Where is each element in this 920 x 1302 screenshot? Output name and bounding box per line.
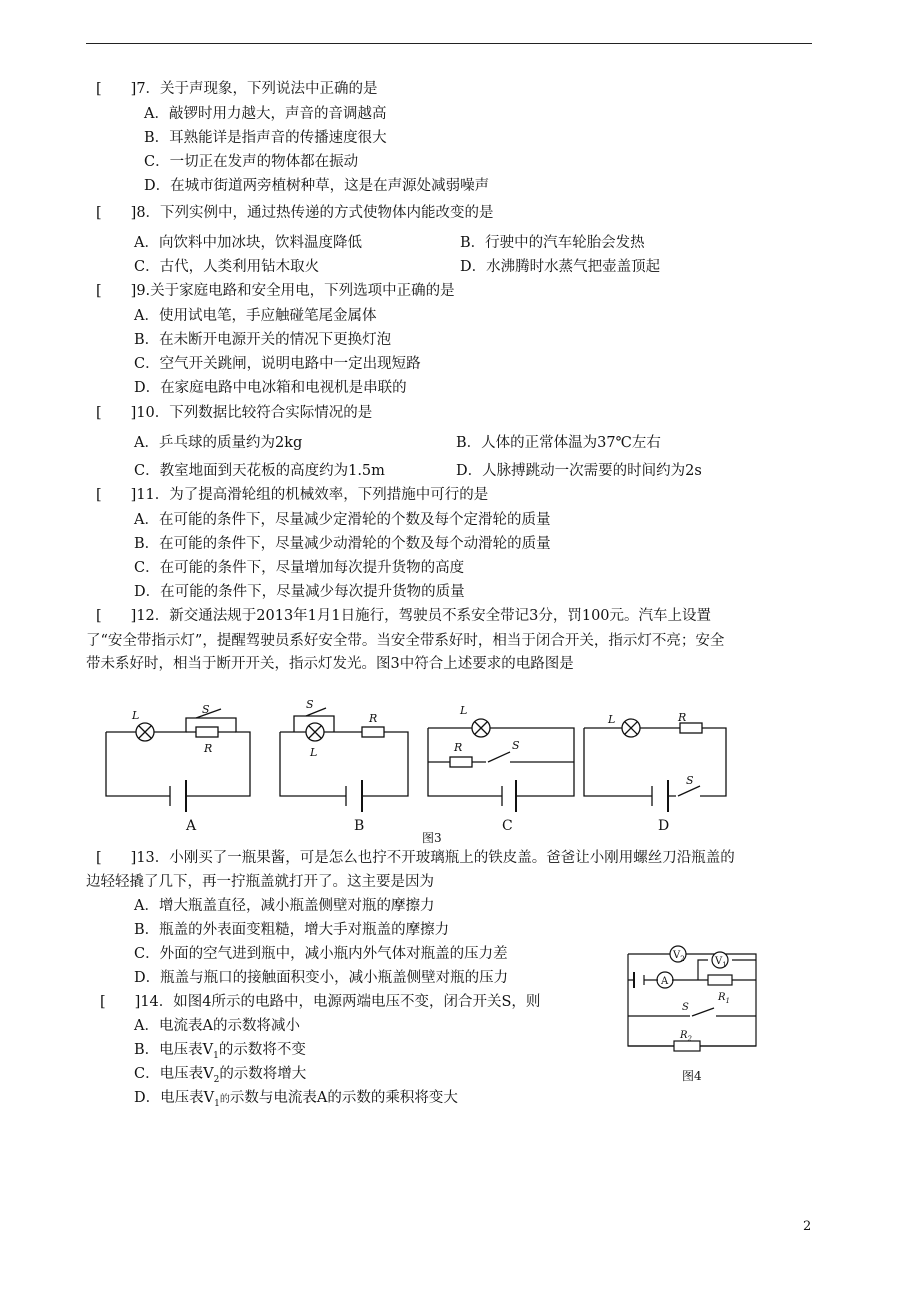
q11-option-d: D．在可能的条件下，尽量减少每次提升货物的质量 <box>134 584 465 600</box>
q8-option-d: D．水沸腾时水蒸气把壶盖顶起 <box>460 259 661 275</box>
q9-option-c: C．空气开关跳闸，说明电路中一定出现短路 <box>134 356 421 372</box>
fig3-option-c-label: C <box>502 818 513 834</box>
circuit-a <box>106 709 250 812</box>
page-number: 2 <box>803 1219 812 1234</box>
fig3-a-resistor-label: R <box>204 742 213 755</box>
fig3-caption: 图3 <box>422 831 442 844</box>
fig3-d-switch-label: S <box>686 774 694 787</box>
q13-stem-line2: 边轻轻撬了几下，再一拧瓶盖就打开了。这主要是因为 <box>86 874 434 890</box>
fig3-d-lamp-label: L <box>608 713 616 726</box>
q11-option-b: B．在可能的条件下，尽量减少动滑轮的个数及每个动滑轮的质量 <box>134 536 551 552</box>
q14-stem: [ ]14．如图4所示的电路中，电源两端电压不变，闭合开关S，则 <box>100 994 541 1010</box>
fig4-switch-label: S <box>682 1002 689 1013</box>
fig3-a-lamp-label: L <box>132 709 140 722</box>
fig3-option-b-label: B <box>354 818 365 834</box>
circuit-b <box>280 708 408 812</box>
q14-option-b: B．电压表$V_1$的示数将不变 <box>134 1042 306 1061</box>
circuit-d <box>584 719 726 812</box>
circuit-c <box>428 719 574 812</box>
q7-stem: [ ]7．关于声现象，下列说法中正确的是 <box>96 81 378 97</box>
q8-option-c: C．古代，人类利用钻木取火 <box>134 259 320 275</box>
q11-stem: [ ]11．为了提高滑轮组的机械效率，下列措施中可行的是 <box>96 487 489 503</box>
q7-option-d: D．在城市街道两旁植树种草，这是在声源处减弱噪声 <box>144 178 490 194</box>
fig4-r1-label: $R_1$ <box>718 992 730 1005</box>
fig4-v2-meter-label: $V_2$ <box>673 950 685 963</box>
q9-option-d: D．在家庭电路中电冰箱和电视机是串联的 <box>134 380 407 396</box>
q10-option-c: C．教室地面到天花板的高度约为1.5m <box>134 463 385 479</box>
figure-4-circuit <box>620 938 770 1088</box>
fig3-b-resistor-label: R <box>369 712 378 725</box>
q13-option-d: D．瓶盖与瓶口的接触面积变小，减小瓶盖侧壁对瓶的压力 <box>134 970 509 986</box>
q13-option-c: C．外面的空气进到瓶中，减小瓶内外气体对瓶盖的压力差 <box>134 946 508 962</box>
q7-option-b: B．耳熟能详是指声音的传播速度很大 <box>144 130 387 146</box>
q8-stem: [ ]8．下列实例中，通过热传递的方式使物体内能改变的是 <box>96 205 494 221</box>
q11-option-a: A．在可能的条件下，尽量减少定滑轮的个数及每个定滑轮的质量 <box>134 512 551 528</box>
q7-option-c: C．一切正在发声的物体都在振动 <box>144 154 359 170</box>
q8-option-a: A．向饮料中加冰块，饮料温度降低 <box>134 235 362 251</box>
q9-stem: [ ]9.关于家庭电路和安全用电，下列选项中正确的是 <box>96 283 455 299</box>
q10-option-a: A．乒乓球的质量约为2kg <box>134 435 303 451</box>
q14-option-a: A．电流表A的示数将减小 <box>134 1018 300 1034</box>
q12-stem-line3: 带未系好时，相当于断开开关，指示灯发光。图3中符合上述要求的电路图是 <box>86 656 574 672</box>
header-rule <box>86 43 812 44</box>
fig3-c-resistor-label: R <box>454 741 463 754</box>
q12-stem-line2: 了“安全带指示灯”，提醒驾驶员系好安全带。当安全带系好时，相当于闭合开关，指示灯不亮；安全 <box>86 633 725 649</box>
q10-option-b: B．人体的正常体温为37℃左右 <box>456 435 661 451</box>
q13-stem-line1: [ ]13．小刚买了一瓶果酱，可是怎么也拧不开玻璃瓶上的铁皮盖。爸爸让小刚用螺丝刀沿瓶盖的 <box>96 850 735 866</box>
fig3-option-d-label: D <box>658 818 670 834</box>
q11-option-c: C．在可能的条件下，尽量增加每次提升货物的高度 <box>134 560 465 576</box>
q8-option-b: B．行驶中的汽车轮胎会发热 <box>460 235 645 251</box>
fig3-c-lamp-label: L <box>460 704 468 717</box>
q13-option-a: A．增大瓶盖直径，减小瓶盖侧壁对瓶的摩擦力 <box>134 898 435 914</box>
q13-option-b: B．瓶盖的外表面变粗糙，增大手对瓶盖的摩擦力 <box>134 922 450 938</box>
fig4-r2-label: $R_2$ <box>680 1030 692 1043</box>
q12-stem-line1: [ ]12．新交通法规于2013年1月1日施行，驾驶员不系安全带记3分，罚100元。汽车上设置 <box>96 608 712 624</box>
fig3-d-resistor-label: R <box>678 711 687 724</box>
fig3-b-lamp-label: L <box>310 746 318 759</box>
q10-stem: [ ]10．下列数据比较符合实际情况的是 <box>96 405 373 421</box>
q14-option-d: D．电压表$V_1$的示数与电流表A的示数的乘积将变大 <box>134 1090 458 1109</box>
fig3-c-switch-label: S <box>512 739 520 752</box>
fig3-option-a-label: A <box>186 818 197 834</box>
q9-option-a: A．使用试电笔，手应触碰笔尾金属体 <box>134 308 377 324</box>
q10-option-d: D．人脉搏跳动一次需要的时间约为2s <box>456 463 702 479</box>
fig3-a-switch-label: S <box>202 703 210 716</box>
fig3-b-switch-label: S <box>306 698 314 711</box>
fig4-ammeter-label: A <box>661 976 669 987</box>
fig4-caption: 图4 <box>682 1069 702 1083</box>
q9-option-b: B．在未断开电源开关的情况下更换灯泡 <box>134 332 392 348</box>
q14-option-c: C．电压表$V_2$的示数将增大 <box>134 1066 307 1085</box>
figure-3-circuits <box>96 694 736 844</box>
q7-option-a: A．敲锣时用力越大，声音的音调越高 <box>144 106 387 122</box>
fig4-v1-meter-label: $V_1$ <box>715 956 727 969</box>
